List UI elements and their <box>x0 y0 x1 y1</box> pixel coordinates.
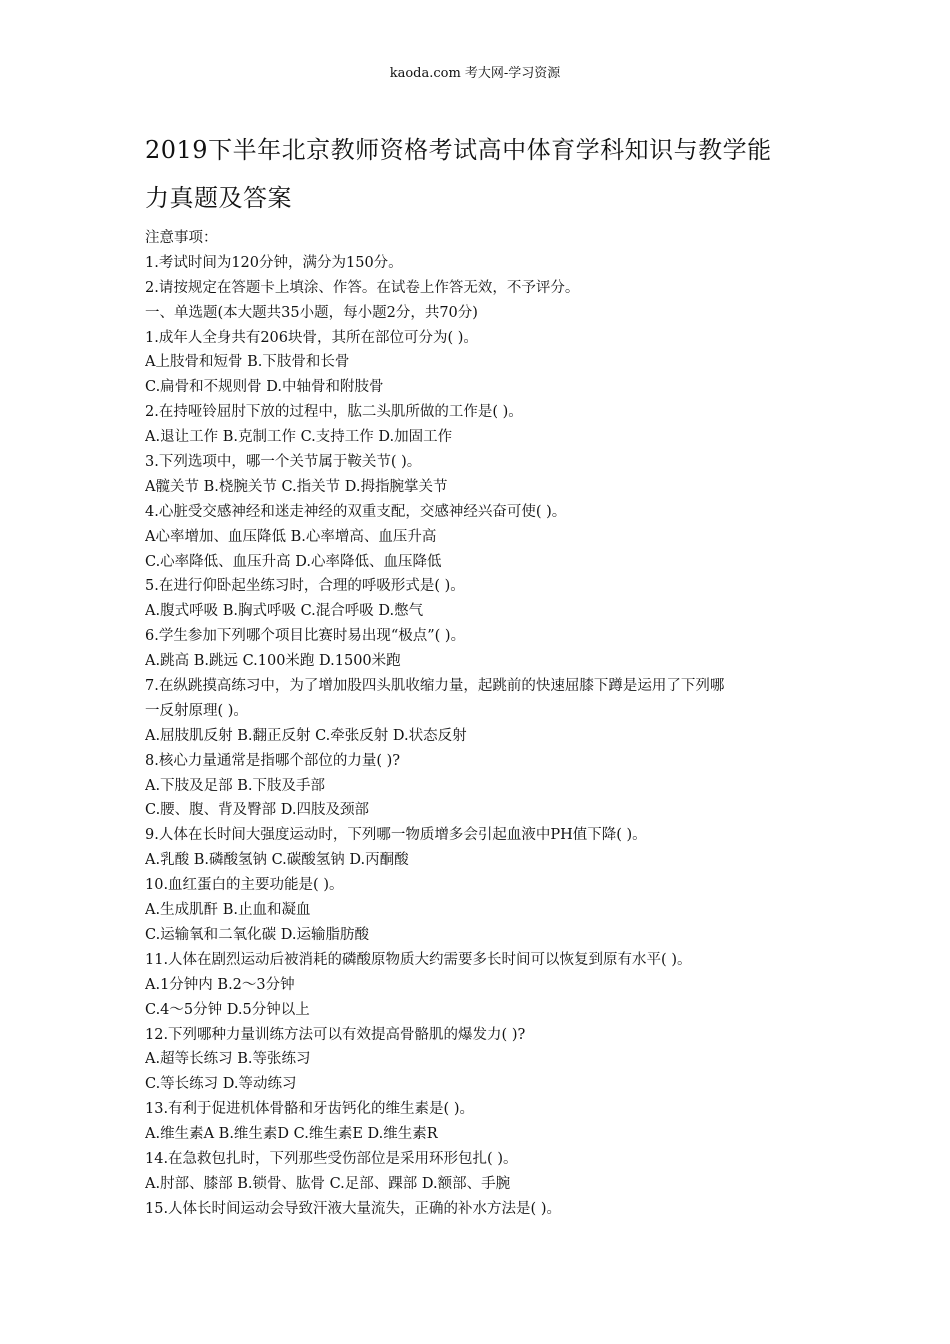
text-line: C.4～5分钟 D.5分钟以上 <box>145 1001 310 1018</box>
text-line: 11.人体在剧烈运动后被消耗的磷酸原物质大约需要多长时间可以恢复到原有水平( )。 <box>145 951 692 968</box>
text-line: 一反射原理( )。 <box>145 702 248 719</box>
text-line: 14.在急救包扎时，下列那些受伤部位是采用环形包扎( )。 <box>145 1150 518 1167</box>
text-line: C.心率降低、血压升高 D.心率降低、血压降低 <box>145 553 442 570</box>
text-line: A.1分钟内 B.2～3分钟 <box>145 976 295 993</box>
text-line: C.腰、腹、背及臀部 D.四肢及颈部 <box>145 802 370 819</box>
text-line: 1.成年人全身共有206块骨，其所在部位可分为( )。 <box>145 329 478 346</box>
text-line: C.等长练习 D.等动练习 <box>145 1076 297 1093</box>
text-line: A.肘部、膝部 B.锁骨、肱骨 C.足部、踝部 D.额部、手腕 <box>145 1175 511 1192</box>
text-line: A.腹式呼吸 B.胸式呼吸 C.混合呼吸 D.憋气 <box>145 603 424 620</box>
site-header: kaoda.com 考大网-学习资源 <box>389 66 561 81</box>
page-title-line-2: 力真题及答案 <box>145 184 292 212</box>
text-line: 8.核心力量通常是指哪个部位的力量( )? <box>145 752 401 769</box>
text-line: A髋关节 B.桡腕关节 C.指关节 D.拇指腕掌关节 <box>145 478 448 495</box>
text-line: 6.学生参加下列哪个项目比赛时易出现“极点”( )。 <box>145 628 466 645</box>
question-list <box>145 226 825 1222</box>
text-line: 一、单选题(本大题共35小题，每小题2分，共70分) <box>145 304 478 321</box>
text-line: A上肢骨和短骨 B.下肢骨和长骨 <box>145 354 350 371</box>
text-line: 2.请按规定在答题卡上填涂、作答。在试卷上作答无效，不予评分。 <box>145 279 580 296</box>
text-line: 7.在纵跳摸高练习中，为了增加股四头肌收缩力量，起跳前的快速屈膝下蹲是运用了下列哪 <box>145 678 725 695</box>
text-line: A.退让工作 B.克制工作 C.支持工作 D.加固工作 <box>145 429 453 446</box>
text-line: 12.下列哪种力量训练方法可以有效提高骨骼肌的爆发力( )? <box>145 1026 526 1043</box>
text-line: 4.心脏受交感神经和迷走神经的双重支配，交感神经兴奋可使( )。 <box>145 503 567 520</box>
text-line: A.维生素A B.维生素D C.维生素E D.维生素R <box>145 1126 438 1143</box>
text-line: C.运输氧和二氧化碳 D.运输脂肪酸 <box>145 926 370 943</box>
text-line: 1.考试时间为120分钟，满分为150分。 <box>145 254 403 271</box>
text-line: 10.血红蛋白的主要功能是( )。 <box>145 877 344 894</box>
text-line: A.生成肌酐 B.止血和凝血 <box>145 902 311 919</box>
text-line: A.超等长练习 B.等张练习 <box>145 1051 311 1068</box>
text-line: A.乳酸 B.磷酸氢钠 C.碳酸氢钠 D.丙酮酸 <box>145 852 409 869</box>
text-line: 13.有利于促进机体骨骼和牙齿钙化的维生素是( )。 <box>145 1101 474 1118</box>
text-line: 2.在持哑铃屈肘下放的过程中，肱二头肌所做的工作是( )。 <box>145 404 523 421</box>
text-line: 5.在进行仰卧起坐练习时，合理的呼吸形式是( )。 <box>145 578 465 595</box>
text-line: C.扁骨和不规则骨 D.中轴骨和附肢骨 <box>145 379 384 396</box>
text-line: A.跳高 B.跳远 C.100米跑 D.1500米跑 <box>145 653 401 670</box>
text-line: 注意事项： <box>145 230 218 246</box>
text-line: 15.人体长时间运动会导致汗液大量流失，正确的补水方法是( )。 <box>145 1200 561 1217</box>
text-line: 9.人体在长时间大强度运动时，下列哪一物质增多会引起血液中PH值下降( )。 <box>145 827 647 844</box>
text-line: A心率增加、血压降低 B.心率增高、血压升高 <box>145 528 437 545</box>
text-line: 3.下列选项中，哪一个关节属于鞍关节( )。 <box>145 454 422 471</box>
text-line: A.下肢及足部 B.下肢及手部 <box>145 777 325 794</box>
text-line: A.屈肢肌反射 B.翻正反射 C.牵张反射 D.状态反射 <box>145 727 467 744</box>
page-title-line-1: 2019下半年北京教师资格考试高中体育学科知识与教学能 <box>145 136 772 164</box>
